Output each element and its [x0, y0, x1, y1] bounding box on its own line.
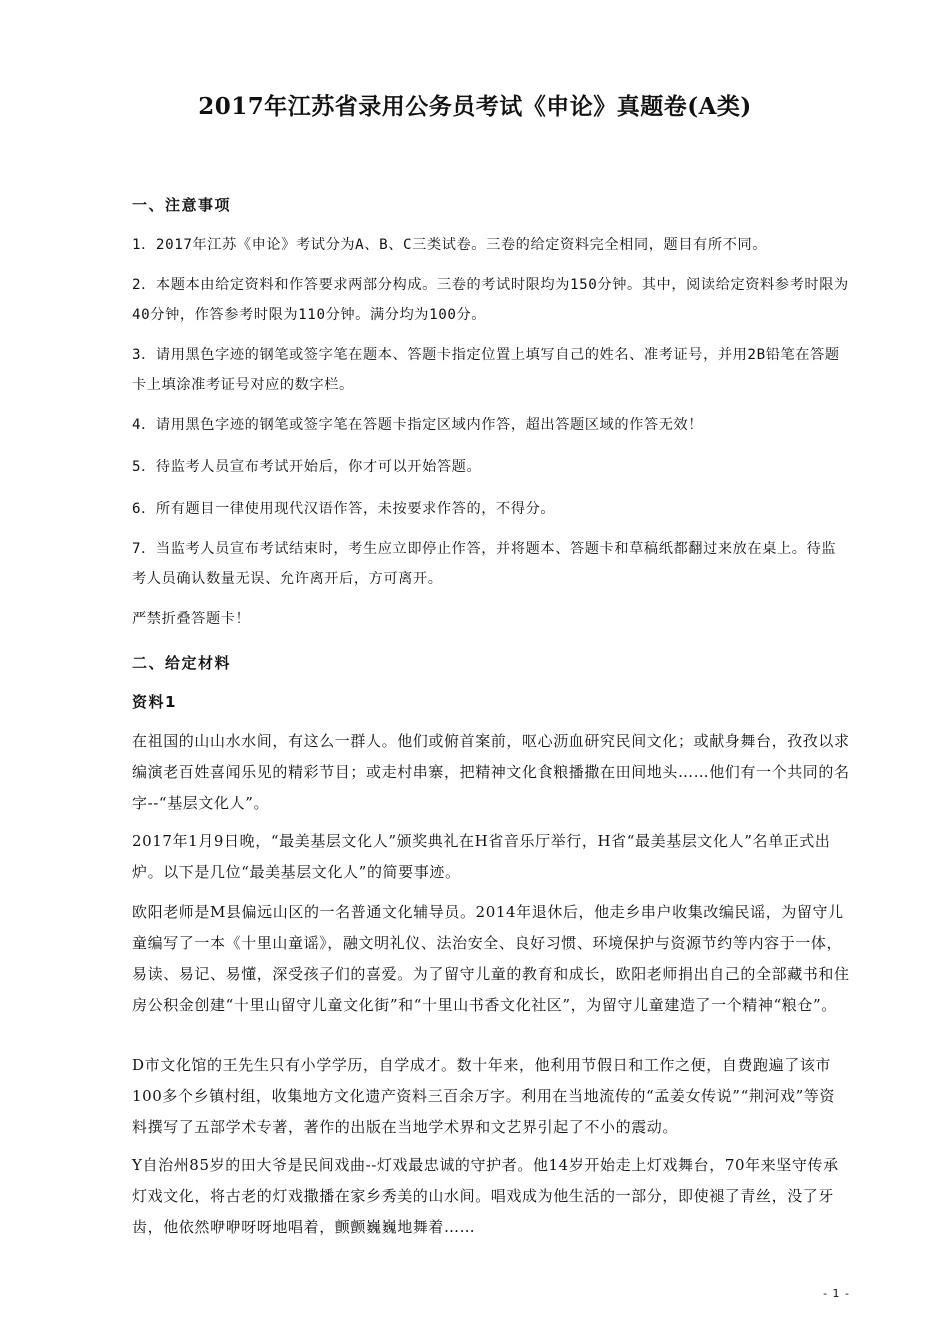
note-item-1: 1．2017年江苏《申论》考试分为A、B、C三类试卷。三卷的给定资料完全相同，题目有所不同。	[132, 237, 768, 253]
page-number: - 1 -	[823, 1287, 850, 1300]
document-title: 2017年江苏省录用公务员考试《申论》真题卷(A类)	[198, 93, 752, 120]
note-item-2: 2．本题本由给定资料和作答要求两部分构成。三卷的考试时限均为150分钟。其中，阅读给定资料参考时限为40分钟，作答参考时限为110分钟。满分均为100分。	[132, 277, 849, 323]
note-item-4: 4．请用黑色字迹的钢笔或签字笔在答题卡指定区域内作答，超出答题区域的作答无效！	[132, 417, 704, 433]
note-item-6: 6．所有题目一律使用现代汉语作答，未按要求作答的，不得分。	[132, 501, 556, 517]
fold-warning: 严禁折叠答题卡！	[132, 611, 251, 627]
material-paragraph-1: 在祖国的山山水水间，有这么一群人。他们或俯首案前，呕心沥血研究民间文化；或献身舞台，孜孜以求编演老百姓喜闻乐见的精彩节目；或走村串寨，把精神文化食粮播撒在田间地头……他们有一个共同的名字--“基层文化人”。	[132, 732, 850, 812]
material-title: 资料1	[132, 693, 177, 711]
section-heading-notes: 一、注意事项	[132, 196, 232, 214]
note-item-7: 7．当监考人员宣布考试结束时，考生应立即停止作答，并将题本、答题卡和草稿纸都翻过来放在桌上。待监考人员确认数量无误、允许离开后，方可离开。	[132, 541, 837, 587]
material-paragraph-4: D市文化馆的王先生只有小学学历，自学成才。数十年来，他利用节假日和工作之便，自费跑遍了该市100多个乡镇村组，收集地方文化遗产资料三百余万字。利用在当地流传的“孟姜女传说”“荆河戏”等资料撰写了五部学术专著，著作的出版在当地学术界和文艺界引起了不小的震动。	[132, 1056, 836, 1136]
note-item-5: 5．待监考人员宣布考试开始后，你才可以开始答题。	[132, 459, 482, 475]
note-item-3: 3．请用黑色字迹的钢笔或签字笔在题本、答题卡指定位置上填写自己的姓名、准考证号，并用2B铅笔在答题卡上填涂准考证号对应的数字栏。	[132, 347, 840, 393]
material-paragraph-5: Y自治州85岁的田大爷是民间戏曲--灯戏最忠诚的守护者。他14岁开始走上灯戏舞台，70年来坚守传承灯戏文化，将古老的灯戏撒播在家乡秀美的山水间。唱戏成为他生活的一部分，即使褪了青丝，没了牙齿，他依然咿咿呀呀地唱着，颤颤巍巍地舞着……	[132, 1156, 839, 1236]
section-heading-materials: 二、给定材料	[132, 654, 232, 672]
material-paragraph-2: 2017年1月9日晚，“最美基层文化人”颁奖典礼在H省音乐厅举行，H省“最美基层文化人”名单正式出炉。以下是几位“最美基层文化人”的简要事迹。	[132, 832, 831, 881]
material-paragraph-3: 欧阳老师是M县偏远山区的一名普通文化辅导员。2014年退休后，他走乡串户收集改编民谣，为留守儿童编写了一本《十里山童谣》，融文明礼仪、法治安全、良好习惯、环境保护与资源节约等内容于一体，易读、易记、易懂，深受孩子们的喜爱。为了留守儿童的教育和成长，欧阳老师捐出自己的全部藏书和住房公积金创建“十里山留守儿童文化街”和“十里山书香文化社区”，为留守儿童建造了一个精神“粮仓”。	[132, 903, 850, 1014]
